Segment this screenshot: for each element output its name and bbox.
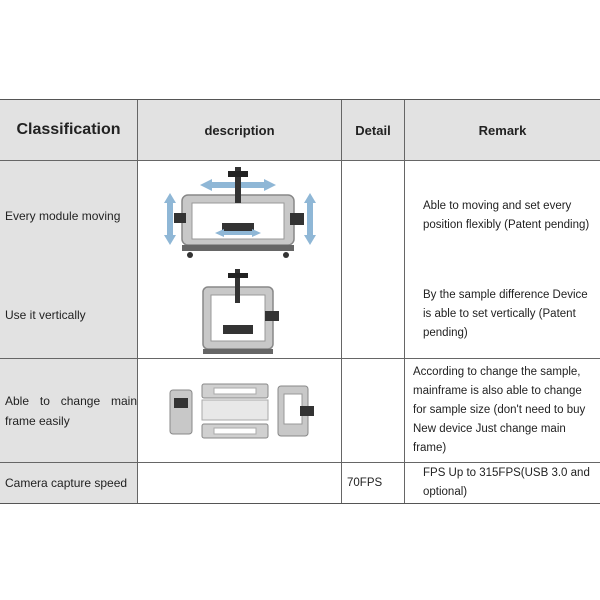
header-classification: Classification [0,100,138,160]
row-label-module-moving: Every module moving [5,209,121,223]
description-cell [138,359,342,462]
device-moving-image [160,163,320,263]
detail-cell [342,463,405,503]
header-detail: Detail [342,100,405,160]
detail-cell [342,161,405,358]
classification-cell [0,161,138,358]
table-header [0,100,600,161]
spec-table [0,99,600,504]
table-row [0,359,600,463]
remark-module-moving: Able to moving and set every position flexibly (Patent pending) [423,200,590,231]
row-label-main-frame: Able to change main frame easily [5,393,137,428]
description-cell [138,161,342,358]
detail-cell [342,359,405,462]
classification-cell [0,359,138,462]
header-description: description [138,100,342,160]
row-label-camera-speed: Camera capture speed [5,476,128,490]
table-row [0,463,600,503]
remark-cell [405,463,600,503]
remark-cell [405,161,600,358]
camera-fps-value: 70FPS [347,477,383,489]
remark-camera-speed: FPS Up to 315FPS(USB 3.0 and optional) [423,467,590,498]
remark-cell [405,359,600,462]
description-cell [138,463,342,503]
remark-vertical: By the sample difference Device is able to set vertically (Patent pending) [423,289,588,339]
table-row [0,161,600,359]
remark-main-frame: According to change the sample, mainframe is also able to change for sample size (don't need to buy New device Just change main frame) [413,366,586,454]
row-label-vertical: Use it vertically [5,307,86,322]
device-vertical-image [195,267,285,357]
classification-cell [0,463,138,503]
main-frame-image [160,380,320,442]
header-remark: Remark [478,122,527,138]
